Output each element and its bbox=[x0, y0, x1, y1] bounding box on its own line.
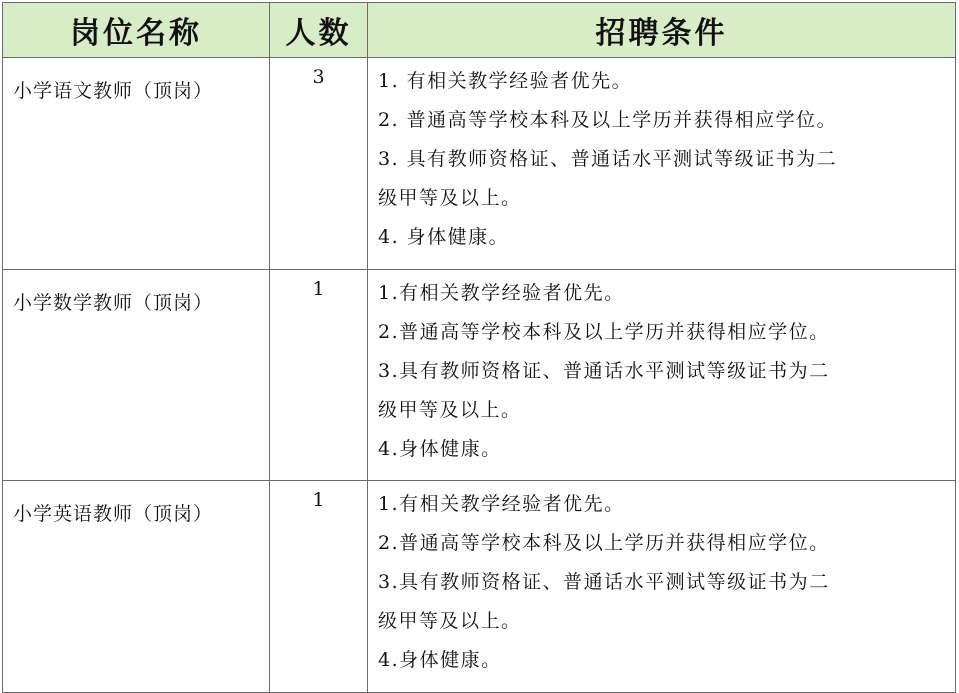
condition-item: 2.普通高等学校本科及以上学历并获得相应学位。 bbox=[378, 532, 830, 554]
table-header bbox=[3, 3, 956, 58]
recruitment-table bbox=[2, 2, 956, 693]
conditions-cell bbox=[368, 58, 956, 270]
condition-item: 级甲等及以上。 bbox=[378, 187, 522, 209]
header-count: 人数 bbox=[270, 3, 368, 58]
position-cell: 小学英语教师（顶岗） bbox=[3, 481, 270, 693]
conditions-list bbox=[378, 274, 955, 469]
conditions-list bbox=[378, 485, 955, 680]
condition-item: 4.身体健康。 bbox=[378, 438, 502, 460]
count-cell: 1 bbox=[270, 481, 368, 693]
condition-item: 4. 身体健康。 bbox=[378, 226, 510, 248]
table-row bbox=[3, 58, 956, 270]
header-position: 岗位名称 bbox=[3, 3, 270, 58]
condition-item: 3.具有教师资格证、普通话水平测试等级证书为二 bbox=[378, 571, 830, 593]
count-cell: 3 bbox=[270, 58, 368, 270]
condition-item: 1. 有相关教学经验者优先。 bbox=[378, 70, 633, 92]
condition-item: 级甲等及以上。 bbox=[378, 399, 522, 421]
condition-item: 级甲等及以上。 bbox=[378, 610, 522, 632]
conditions-list bbox=[378, 62, 955, 257]
condition-item: 1.有相关教学经验者优先。 bbox=[378, 282, 625, 304]
condition-item: 3. 具有教师资格证、普通话水平测试等级证书为二 bbox=[378, 148, 838, 170]
table-row bbox=[3, 270, 956, 481]
table-row bbox=[3, 481, 956, 693]
condition-item: 4.身体健康。 bbox=[378, 649, 502, 671]
condition-item: 3.具有教师资格证、普通话水平测试等级证书为二 bbox=[378, 360, 830, 382]
condition-item: 2.普通高等学校本科及以上学历并获得相应学位。 bbox=[378, 321, 830, 343]
table-body bbox=[3, 58, 956, 693]
position-cell: 小学语文教师（顶岗） bbox=[3, 58, 270, 270]
conditions-cell bbox=[368, 481, 956, 693]
conditions-cell bbox=[368, 270, 956, 481]
header-conditions: 招聘条件 bbox=[368, 3, 956, 58]
header-row bbox=[3, 3, 956, 58]
condition-item: 2. 普通高等学校本科及以上学历并获得相应学位。 bbox=[378, 109, 838, 131]
count-cell: 1 bbox=[270, 270, 368, 481]
condition-item: 1.有相关教学经验者优先。 bbox=[378, 493, 625, 515]
position-cell: 小学数学教师（顶岗） bbox=[3, 270, 270, 481]
